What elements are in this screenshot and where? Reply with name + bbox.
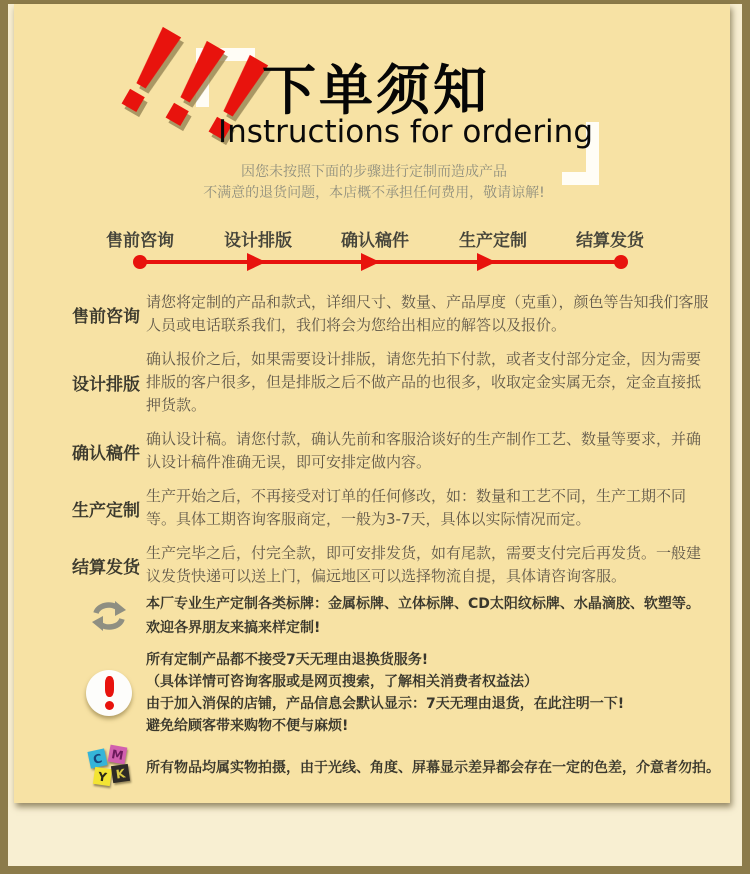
section-row (72, 348, 720, 417)
note-line: 本厂专业生产定制各类标牌：金属标牌、立体标牌、CD太阳纹标牌、水晶滴胶、软塑等。 (146, 596, 700, 612)
timeline-step-label: 设计排版 (224, 231, 292, 251)
section-text: 生产开始之后，不再接受对订单的任何修改，如：数量和工艺不同，生产工期不同等。具体工期咨询客服商定，一般为3-7天，具体以实际情况而定。 (146, 487, 687, 528)
note-line: 所有物品均属实物拍摄，由于光线、角度、屏幕显示差异都会存在一定的色差，介意者勿拍。 (146, 760, 720, 776)
note-line: （具体详情可咨询客服或是网页搜索，了解相关消费者权益法） (146, 674, 538, 690)
exclamation-icon (86, 670, 132, 716)
page-subtitle: Instructions for ordering (218, 114, 593, 150)
section-row (72, 542, 720, 588)
section-row (72, 485, 720, 531)
section-row (72, 428, 720, 474)
timeline-arrow-line (14, 250, 730, 274)
header-notice (154, 162, 594, 204)
note-line: 避免给顾客带来购物不便与麻烦! (146, 718, 349, 734)
note-line: 所有定制产品都不接受7天无理由退换货服务! (146, 652, 429, 668)
instructions-card (14, 4, 730, 803)
section-text: 确认报价之后，如果需要设计排版，请您先拍下付款，或者支付部分定金，因为需要排版的客户很多，但是排版之后不做产品的也很多，收取定金实属无奈，定金直接抵押货款。 (146, 350, 702, 414)
section-row (72, 291, 720, 337)
section-text: 确认设计稿。请您付款，确认先前和客服洽谈好的生产制作工艺、数量等要求，并确认设计稿件准确无误，即可安排定做内容。 (146, 430, 702, 471)
outer-panel (8, 4, 742, 866)
note-row (72, 649, 724, 737)
cmyk-icon: C M Y K (86, 746, 132, 790)
note-row (72, 592, 724, 640)
step-sections (72, 291, 720, 599)
recycle-icon (89, 596, 129, 636)
page-title: 下单须知 (262, 59, 490, 122)
header-notice-line: 不满意的退货问题，本店概不承担任何费用，敬请谅解! (203, 185, 545, 201)
footnotes (72, 592, 724, 799)
timeline-step-label: 生产定制 (459, 231, 527, 251)
section-label: 设计排版 (72, 375, 140, 395)
timeline-step-label: 确认稿件 (341, 231, 409, 251)
section-label: 生产定制 (72, 500, 140, 521)
section-label: 结算发货 (72, 557, 140, 578)
header-notice-line: 因您未按照下面的步骤进行定制而造成产品 (241, 164, 507, 180)
note-line: 由于加入消保的店铺，产品信息会默认显示：7天无理由退货，在此注明一下! (146, 696, 625, 712)
timeline-step-label: 结算发货 (576, 231, 644, 251)
note-row (72, 746, 724, 790)
section-text: 请您将定制的产品和款式，详细尺寸、数量、产品厚度（克重），颜色等告知我们客服人员或电话联系我们，我们将会为您给出相应的解答以及报价。 (146, 293, 709, 334)
timeline-step-label: 售前咨询 (106, 231, 174, 251)
note-line: 欢迎各界朋友来搞来样定制! (146, 620, 321, 636)
section-label: 售前咨询 (72, 306, 140, 327)
section-label: 确认稿件 (72, 443, 140, 464)
section-text: 生产完毕之后，付完全款，即可安排发货，如有尾款，需要支付完后再发货。一般建议发货快递可以送上门，偏远地区可以选择物流自提，具体请咨询客服。 (146, 544, 702, 585)
